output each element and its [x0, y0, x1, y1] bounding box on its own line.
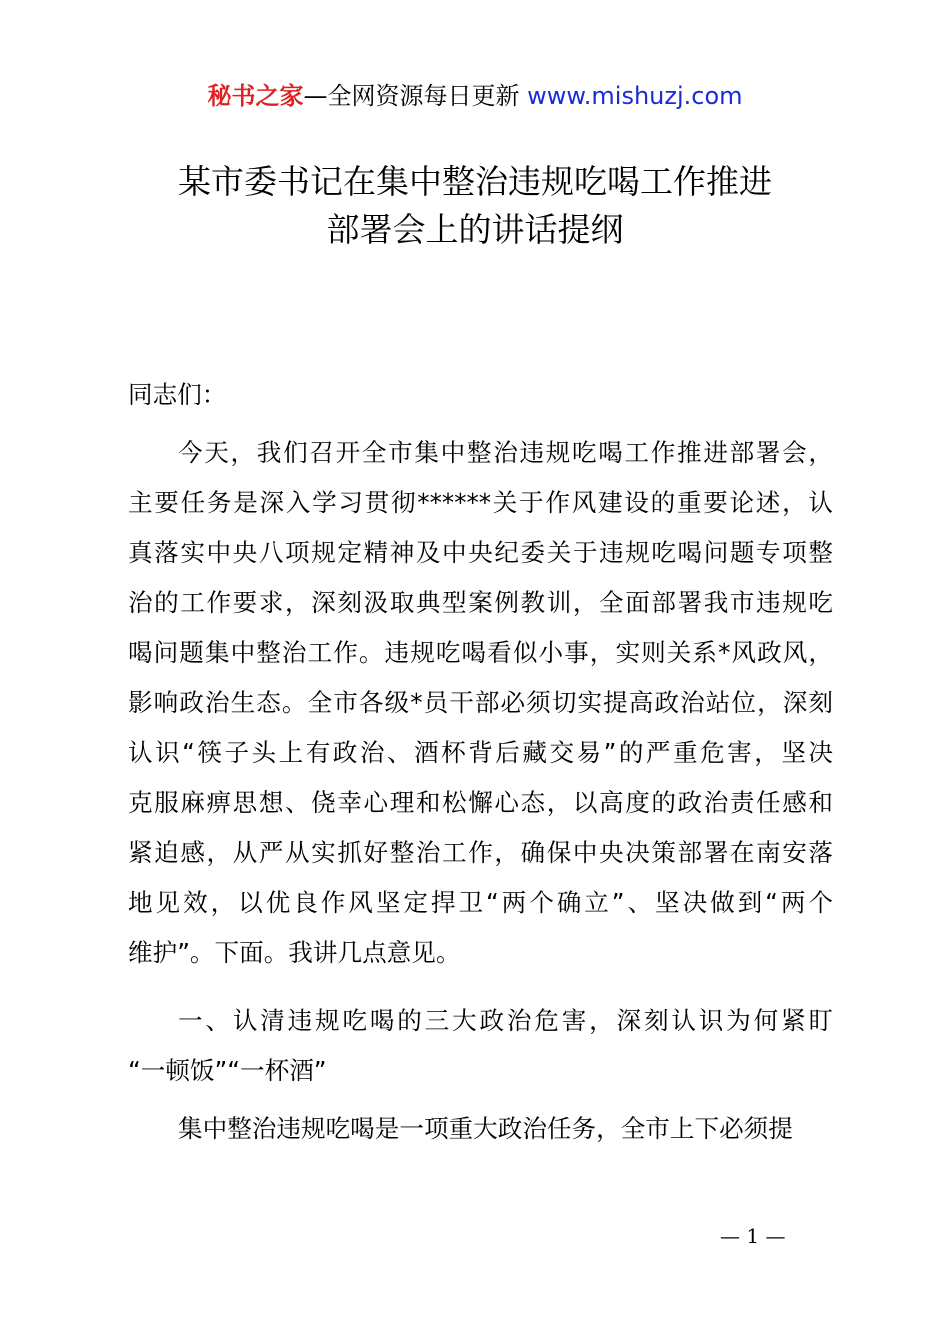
text-line: 维护”。下面。我讲几点意见。: [128, 938, 461, 967]
brand-name: 秘书之家: [207, 82, 304, 110]
text-line: 克服麻痹思想、侥幸心理和松懈心态，以高度的政治责任感和: [128, 788, 833, 817]
greeting: 同志们：: [128, 380, 227, 409]
section-heading-1: [128, 996, 833, 1096]
page-number: — 1 —: [720, 1224, 786, 1248]
title-line-1: 某市委书记在集中整治违规吃喝工作推进: [178, 162, 772, 201]
text-line: 真落实中央八项规定精神及中央纪委关于违规吃喝问题专项整: [128, 538, 833, 567]
site-header: [0, 80, 950, 112]
text-line: 集中整治违规吃喝是一项重大政治任务，全市上下必须提: [178, 1114, 793, 1143]
text-line: 今天，我们召开全市集中整治违规吃喝工作推进部署会，: [178, 438, 833, 467]
text-line: 认识“筷子头上有政治、酒杯背后藏交易”的严重危害，坚决: [128, 738, 833, 767]
document-title: [60, 158, 890, 254]
heading-line: 一、认清违规吃喝的三大政治危害，深刻认识为何紧盯: [178, 1006, 833, 1035]
title-line-2: 部署会上的讲话提纲: [326, 210, 624, 249]
text-line: 影响政治生态。全市各级*员干部必须切实提高政治站位，深刻: [128, 688, 833, 717]
text-line: 治的工作要求，深刻汲取典型案例教训，全面部署我市违规吃: [128, 588, 833, 617]
heading-line: “一顿饭”“一杯酒”: [128, 1056, 327, 1085]
text-line: 地见效，以优良作风坚定捍卫“两个确立”、坚决做到“两个: [128, 888, 833, 917]
site-url-link[interactable]: www.mishuzj.com: [527, 82, 743, 110]
paragraph-2: [128, 1104, 833, 1154]
text-line: 喝问题集中整治工作。违规吃喝看似小事，实则关系*风政风，: [128, 638, 833, 667]
header-tagline: —全网资源每日更新: [303, 82, 520, 110]
paragraph-1: [128, 428, 833, 978]
text-line: 紧迫感，从严从实抓好整治工作，确保中央决策部署在南安落: [128, 838, 833, 867]
text-line: 主要任务是深入学习贯彻******关于作风建设的重要论述，认: [128, 488, 833, 517]
